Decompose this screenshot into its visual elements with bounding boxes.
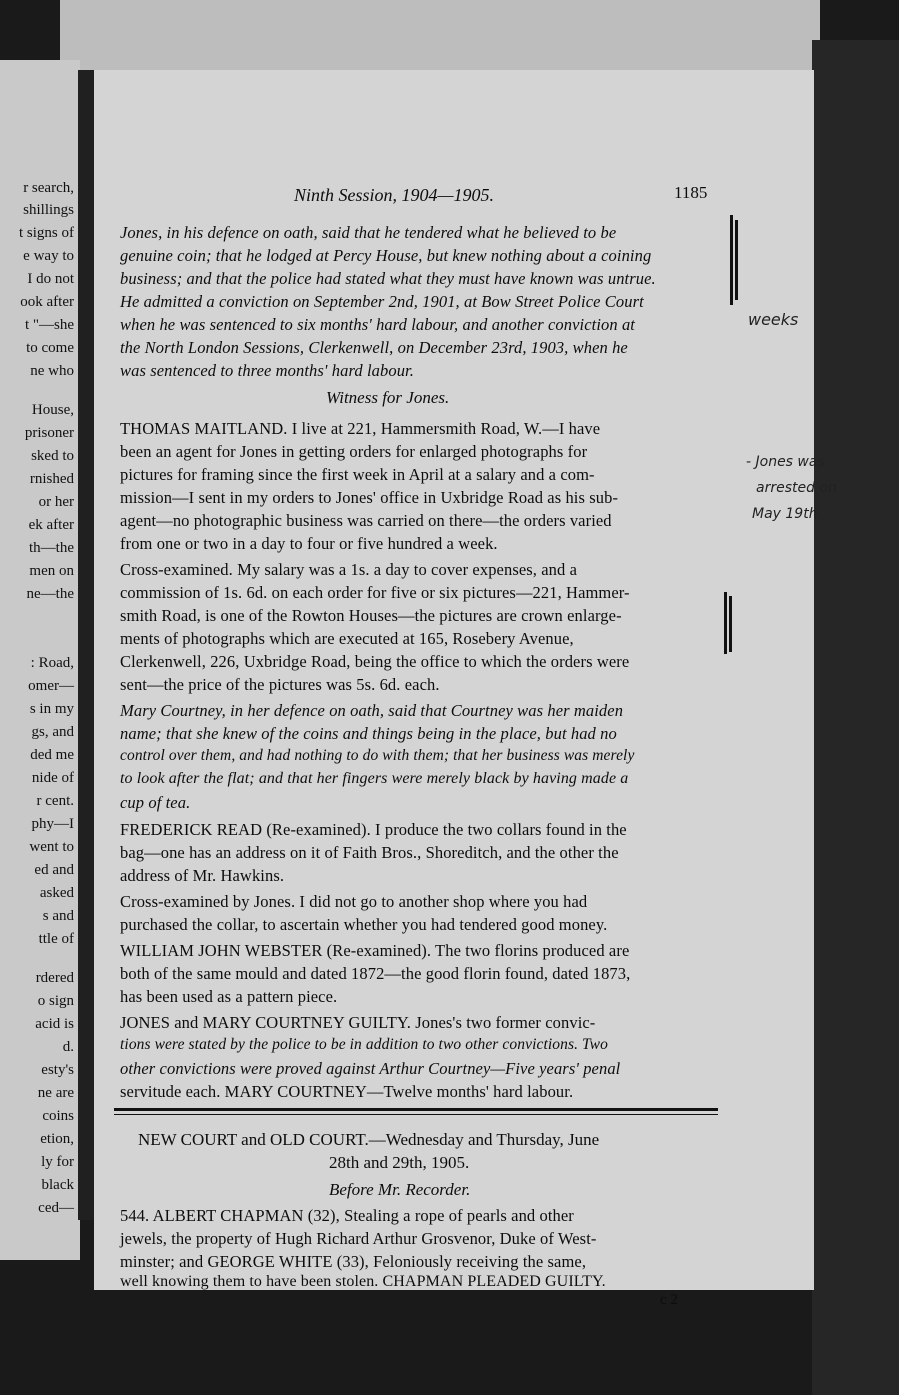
margin-note-arrest: - Jones was: [746, 454, 825, 470]
left-page-line: House,: [31, 402, 74, 418]
signature-mark: c 2: [660, 1292, 678, 1308]
left-page-line: ek after: [28, 517, 74, 533]
cross-maitland-line: Clerkenwell, 226, Uxbridge Road, being the office to which the orders were: [120, 652, 630, 671]
left-page-line: gs, and: [31, 724, 74, 740]
case-544-line: well knowing them to have been stolen. CHAPMAN PLEADED GUILTY.: [120, 1273, 606, 1290]
case-544-line: 544. ALBERT CHAPMAN (32), Stealing a rope of pearls and other: [120, 1206, 574, 1225]
recorder-heading: Before Mr. Recorder.: [329, 1180, 471, 1199]
left-page-line: or her: [38, 494, 74, 510]
left-page-line: ne who: [30, 363, 74, 379]
margin-note-weeks: weeks: [748, 310, 799, 329]
jones-defence-line: Jones, in his defence on oath, said that he tendered what he believed to be: [120, 223, 617, 242]
webster-line: both of the same mould and dated 1872—the good florin found, dated 1873,: [120, 964, 631, 983]
margin-bar: [724, 592, 727, 654]
webster-line: WILLIAM JOHN WEBSTER (Re-examined). The two florins produced are: [120, 941, 630, 960]
case-544-line: minster; and GEORGE WHITE (33), Feloniously receiving the same,: [120, 1252, 587, 1271]
cross-maitland-line: smith Road, is one of the Rowton Houses—the pictures are crown enlarge-: [120, 606, 622, 625]
left-page-line: ne—the: [26, 586, 74, 602]
left-page-line: etion,: [40, 1131, 74, 1147]
running-head: Ninth Session, 1904—1905.: [294, 185, 495, 205]
left-page-line: men on: [29, 563, 74, 579]
left-page-line: s and: [42, 908, 74, 924]
left-page-line: rdered: [35, 970, 74, 986]
right-shadow: [812, 40, 899, 1395]
maitland-line: pictures for framing since the first week in April at a salary and a com-: [120, 465, 595, 484]
cross-maitland-line: sent—the price of the pictures was 5s. 6d. each.: [120, 675, 440, 694]
left-page-line: o sign: [37, 993, 74, 1009]
jones-defence-line: business; and that the police had stated what they must have known was untrue.: [120, 269, 656, 288]
court-heading-line: 28th and 29th, 1905.: [329, 1153, 470, 1172]
main-page: [94, 70, 814, 1290]
left-page-line: rnished: [29, 471, 74, 487]
verdict-line: other convictions were proved against Arthur Courtney—Five years' penal: [120, 1059, 621, 1078]
left-page-line: shillings: [23, 202, 74, 218]
left-page-line: black: [41, 1177, 74, 1193]
left-page-line: r search,: [23, 180, 74, 196]
maitland-line: mission—I sent in my orders to Jones' office in Uxbridge Road as his sub-: [120, 488, 619, 507]
left-page-line: asked: [39, 885, 74, 901]
cross-maitland-line: ments of photographs which are executed at 165, Rosebery Avenue,: [120, 629, 574, 648]
margin-note-arrest: arrested on: [756, 480, 837, 496]
left-page-line: ed and: [34, 862, 74, 878]
maitland-line: from one or two in a day to four or five hundred a week.: [120, 534, 498, 553]
left-page-line: ttle of: [38, 931, 74, 947]
verdict-line: tions were stated by the police to be in addition to two other convictions. Two: [120, 1036, 608, 1053]
left-page-line: t "—she: [24, 317, 74, 333]
maitland-line: been an agent for Jones in getting orders for enlarged photographs for: [120, 442, 588, 461]
jones-defence-line: He admitted a conviction on September 2nd, 1901, at Bow Street Police Court: [120, 292, 644, 311]
cross-jones-line: Cross-examined by Jones. I did not go to another shop where you had: [120, 892, 588, 911]
left-page-line: nide of: [31, 770, 74, 786]
left-page-line: ne are: [37, 1085, 74, 1101]
left-page-line: I do not: [27, 271, 74, 287]
left-page-line: ced—: [38, 1200, 74, 1216]
jones-defence-line: genuine coin; that he lodged at Percy House, but knew nothing about a coining: [120, 246, 652, 265]
left-page-line: : Road,: [30, 655, 74, 671]
jones-defence-line: the North London Sessions, Clerkenwell, on December 23rd, 1903, when he: [120, 338, 628, 357]
maitland-line: agent—no photographic business was carried on there—the orders varied: [120, 511, 612, 530]
left-page-line: d.: [62, 1039, 74, 1055]
witness-heading: Witness for Jones.: [326, 388, 450, 407]
left-page-line: went to: [29, 839, 74, 855]
cross-maitland-line: commission of 1s. 6d. on each order for five or six pictures—221, Hammer-: [120, 583, 630, 602]
courtney-defence-line: Mary Courtney, in her defence on oath, said that Courtney was her maiden: [120, 701, 624, 720]
left-page-line: coins: [42, 1108, 74, 1124]
verdict-line: servitude each. MARY COURTNEY—Twelve months' hard labour.: [120, 1082, 574, 1101]
margin-bar: [729, 596, 732, 652]
webster-line: has been used as a pattern piece.: [120, 987, 338, 1006]
jones-defence-line: was sentenced to three months' hard labour.: [120, 361, 414, 380]
courtney-defence-line: name; that she knew of the coins and things being in the place, but had no: [120, 724, 617, 743]
read-line: bag—one has an address on it of Faith Bros., Shoreditch, and the other the: [120, 843, 619, 862]
verdict-line: JONES and MARY COURTNEY GUILTY. Jones's two former convic-: [120, 1013, 596, 1032]
left-page-line: th—the: [29, 540, 74, 556]
maitland-line: THOMAS MAITLAND. I live at 221, Hammersmith Road, W.—I have: [120, 419, 601, 438]
left-page-line: s in my: [29, 701, 74, 717]
jones-defence-line: when he was sentenced to six months' hard labour, and another conviction at: [120, 315, 635, 334]
left-page-line: sked to: [31, 448, 74, 464]
margin-note-arrest: May 19th: [752, 506, 818, 522]
left-page-line: phy—I: [31, 816, 74, 832]
left-page-line: omer—: [28, 678, 74, 694]
court-heading-line: NEW COURT and OLD COURT.—Wednesday and Thursday, June: [138, 1130, 600, 1149]
read-line: address of Mr. Hawkins.: [120, 866, 285, 885]
section-rule: [114, 1108, 718, 1111]
left-page-line: acid is: [35, 1016, 74, 1032]
page-number: 1185: [674, 183, 708, 202]
margin-bar: [730, 215, 733, 305]
left-page-line: esty's: [41, 1062, 74, 1078]
left-page-line: t signs of: [18, 225, 74, 241]
left-page-line: ook after: [20, 294, 74, 310]
left-page-line: r cent.: [36, 793, 74, 809]
cross-maitland-line: Cross-examined. My salary was a 1s. a day to cover expenses, and a: [120, 560, 578, 579]
left-page-line: e way to: [23, 248, 74, 264]
left-page-line: ly for: [41, 1154, 74, 1170]
left-facing-page: [0, 60, 80, 1260]
section-rule-thin: [114, 1114, 718, 1115]
margin-bar: [735, 220, 738, 300]
left-page-line: prisoner: [24, 425, 74, 441]
left-page-line: ded me: [30, 747, 74, 763]
left-page-line: to come: [26, 340, 74, 356]
courtney-defence-line: control over them, and had nothing to do with them; that her business was merely: [120, 747, 635, 764]
courtney-defence-line: cup of tea.: [120, 793, 191, 812]
courtney-defence-line: to look after the flat; and that her fingers were merely black by having made a: [120, 770, 629, 787]
page-top-edge: [60, 0, 820, 70]
read-line: FREDERICK READ (Re-examined). I produce the two collars found in the: [120, 820, 627, 839]
cross-jones-line: purchased the collar, to ascertain whether you had tendered good money.: [120, 915, 608, 934]
case-544-line: jewels, the property of Hugh Richard Arthur Grosvenor, Duke of West-: [120, 1229, 597, 1248]
